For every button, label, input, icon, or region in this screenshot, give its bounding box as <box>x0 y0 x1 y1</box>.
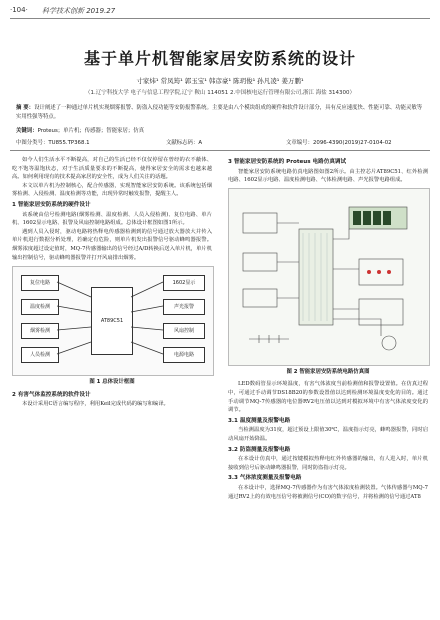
document-code: 文献标志码：A <box>166 140 203 146</box>
section-1-heading: 1 智能家居安防系统的硬件设计 <box>12 201 91 208</box>
figure-1-caption: 图 1 总体设计框图 <box>89 379 135 386</box>
affiliation: （1.辽宁科技大学 电子与信息工程学院,辽宁 鞍山 114051 2.中国核电运行管理有限公司,浙江 海盐 314300） <box>85 90 355 96</box>
block-mcu: AT89C51 <box>91 287 133 355</box>
block-fan: 风扇控制 <box>163 323 205 339</box>
paper-title: 基于单片机智能家居安防系统的设计 <box>83 49 356 68</box>
section-1-text-2: 遇到人员入侵时，驱动电路将热释电传感器检测到的信号通过放大器放大并传入单片机进行数据分析处理，若确定有危险，则单片机发出报警信号驱动蜂鸣器报警。烟雾浓度超过设定值时，MQ-7传感器输出的信号经过A/D转换后送入单片机，单片机输出控制信号，驱动蜂鸣器报警并打开风扇排出烟雾。 <box>12 228 212 261</box>
keywords-text: Proteus；单片机；传感器；智能家居；仿真 <box>37 128 145 134</box>
subsection-3-1-heading: 3.1 温度测量及报警电路 <box>228 417 291 424</box>
subsection-3-1-text: 当检测温度为31度，超过预设上限值30℃，温度指示灯亮，蜂鸣器报警，同时启动风扇开始降温。 <box>228 427 428 442</box>
meta-rule <box>10 150 430 151</box>
figure-2-caption: 图 2 智能家居安防系统电路仿真图 <box>286 368 370 375</box>
block-reset: 复位电路 <box>21 275 59 291</box>
left-column <box>12 156 212 409</box>
block-smoke: 烟雾检测 <box>21 323 59 339</box>
intro-paragraph-2: 本文以单片机为控制核心，配合传感器，实现智能家居安防系统。该系统包括烟雾检测、入侵检测、温度检测等功能，出现异常时触发报警，提醒主人。 <box>12 182 212 198</box>
keywords <box>16 126 424 134</box>
clc-number: 中图分类号：TU855.TP368.1 <box>16 140 90 146</box>
author-list: 寸家炜¹ 常凤筠¹ 郭玉宝¹ 韩彦豪¹ 陈玥俊¹ 孙凡凌¹ 姜万鹏¹ <box>136 77 304 85</box>
section-2-text: 本设计采用C语言编写程序，利用Keil完成代码的编写和编译。 <box>22 401 169 408</box>
block-temp: 温度检测 <box>21 299 59 315</box>
classification-line <box>16 138 424 148</box>
block-display: 1602显示 <box>163 275 205 291</box>
subsection-3-2-heading: 3.2 防盗测量及报警电路 <box>228 446 291 453</box>
block-power: 电源电路 <box>163 347 205 363</box>
section-3-heading: 3 智能家居安防系统的 Proteus 电路仿真调试 <box>228 159 347 165</box>
section-3-text-2: LED数码管显示环境温度，有害气体浓度当前检测值和报警设置值。在仿真过程中，可通过手动调节DS18B20的参数设置值以达到检测环境温度变化的目的。通过手动调节MQ-7传感器的电位器RV2电压值以达到对模拟环境中有害气体浓度变化的调节。 <box>228 381 428 414</box>
block-alarm: 声光报警 <box>163 299 205 315</box>
section-2-heading: 2 有害气体监控系统的软件设计 <box>12 391 91 398</box>
figure-2-circuit-schematic <box>228 188 430 366</box>
block-person: 人员检测 <box>21 347 59 363</box>
right-column <box>228 156 428 501</box>
page-number: ·104· <box>10 6 28 14</box>
section-3-text: 智能家居安防系统电路仿真电路图如图2所示。由主控芯片AT89C51、红外检测电路、1602显示电路、温度检测电路、气体检测电路、声光报警电路组成。 <box>228 168 428 184</box>
figure-1-block-diagram <box>12 266 214 376</box>
subsection-3-3-text: 在本设计中，选择MQ-7传感器作为有害气体浓度检测装置。气体传感器与MQ-7通过RV2上的有效电压信号将被测信号(CO)的数字信号，并将检测的信号通过AT8 <box>228 484 428 500</box>
abstract-text: 设计阐述了一种通过单片机实现烟雾报警、防盗入侵功能等安防报警系统。主要是由八个模块组成的硬件和软件设计部分，具有反应速度快、性能可靠、功能灵敏等实用性强等特点。 <box>16 105 423 120</box>
subsection-3-3-heading: 3.3 气体浓度测量及报警电路 <box>228 475 302 482</box>
figure-1-connectors <box>13 267 213 375</box>
circuit-schematic-drawing <box>229 189 429 365</box>
article-id: 文章编号：2096-4390(2019)27-0104-02 <box>286 140 392 146</box>
abstract <box>16 104 424 122</box>
intro-paragraph-1: 如今人们生活水平不断提高，对自己的生活已经不仅仅停留在曾经的衣不蔽体、吃不饱等温饱状态，对于生活质量要求的不断提高，使得家居安全的需求也越来越高。如何利用现有的技术提高家居的安全性，成为人们关注的话题。 <box>12 157 212 181</box>
header-rule <box>10 18 430 19</box>
subsection-3-2-text: 在本设计仿真中，通过按键模拟热释电红外传感器的输出，有人进入时，单片机接收到信号后驱动蜂鸣器报警，同时防盗指示灯亮。 <box>228 456 428 471</box>
keywords-label: 关键词： <box>16 128 38 134</box>
abstract-label: 摘 要： <box>16 105 35 111</box>
journal-name: 科学技术创新 2019.27 <box>42 7 116 15</box>
section-1-text: 该系统由信号检测电路(烟雾检测、温度检测、人员入侵检测)、复位电路、单片机、1602显示电路、报警及风扇控制电路组成。总体设计框图如图1所示。 <box>12 211 212 227</box>
